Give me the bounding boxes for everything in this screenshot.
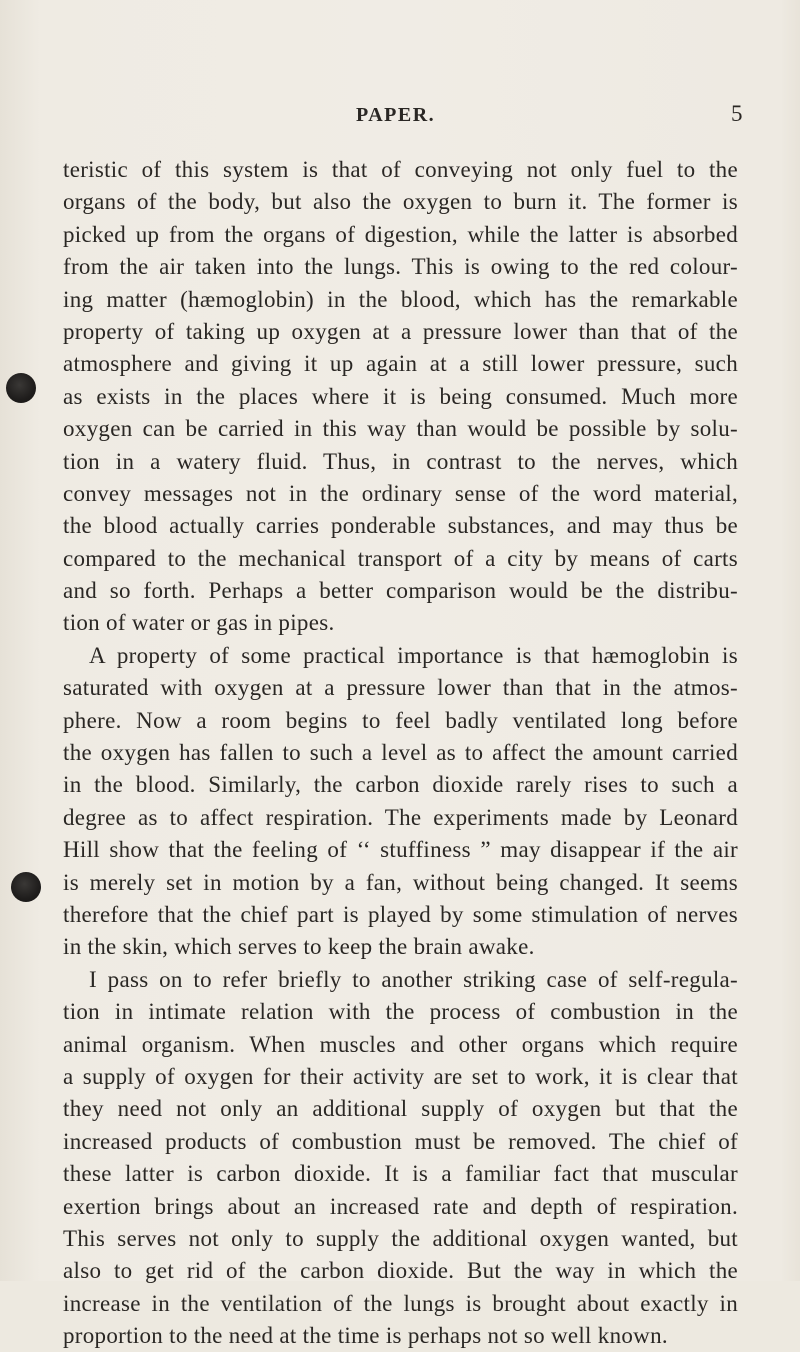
text-line: convey messages not in the ordinary sense of the word material, — [63, 480, 738, 506]
text-line: organs of the body, but also the oxygen to burn it. The former is — [63, 189, 738, 215]
text-line: is merely set in motion by a fan, without being changed. It seems — [63, 869, 738, 895]
text-line: as exists in the places where it is being consumed. Much more — [63, 383, 738, 409]
text-line: tion of water or gas in pipes. — [63, 610, 335, 636]
text-line: atmosphere and giving it up again at a still lower pressure, such — [63, 351, 738, 377]
text-line: the oxygen has fallen to such a level as to affect the amount carried — [63, 740, 738, 766]
text-line: in the skin, which serves to keep the brain awake. — [63, 934, 535, 960]
running-title: PAPER. — [356, 104, 436, 126]
page-number: 5 — [731, 101, 743, 126]
text-line: increase in the ventilation of the lungs is brought about exactly in — [63, 1290, 738, 1316]
body-text — [63, 154, 738, 1352]
text-line: therefore that the chief part is played by some stimulation of nerves — [63, 901, 738, 927]
text-line: Hill show that the feeling of ‘‘ stuffiness ” may disappear if the air — [63, 837, 738, 863]
paragraph — [63, 154, 738, 640]
text-line: and so forth. Perhaps a better comparison would be the distribu- — [63, 578, 738, 604]
binding-hole — [11, 872, 41, 902]
text-line: exertion brings about an increased rate and depth of respiration. — [63, 1193, 738, 1219]
text-line: picked up from the organs of digestion, while the latter is absorbed — [63, 221, 738, 247]
text-line: from the air taken into the lungs. This is owing to the red colour- — [63, 254, 738, 280]
text-line: teristic of this system is that of conveying not only fuel to the — [63, 157, 738, 182]
text-line: saturated with oxygen at a pressure lower than that in the atmos- — [63, 675, 738, 701]
text-line: tion in intimate relation with the process of combustion in the — [63, 999, 738, 1025]
text-line: a supply of oxygen for their activity are set to work, it is clear that — [63, 1063, 738, 1089]
text-line: animal organism. When muscles and other organs which require — [63, 1031, 738, 1057]
binding-hole — [6, 373, 36, 403]
text-line: ing matter (hæmoglobin) in the blood, which has the remarkable — [63, 286, 738, 312]
text-line: these latter is carbon dioxide. It is a familiar fact that muscular — [63, 1161, 738, 1187]
paragraph — [63, 964, 738, 1352]
text-line: proportion to the need at the time is perhaps not so well known. — [63, 1323, 668, 1349]
text-line: tion in a watery fluid. Thus, in contrast to the nerves, which — [63, 448, 738, 474]
text-line: increased products of combustion must be removed. The chief of — [63, 1128, 738, 1154]
text-line: also to get rid of the carbon dioxide. But the way in which the — [63, 1258, 738, 1284]
running-head — [0, 101, 800, 134]
text-line: the blood actually carries ponderable substances, and may thus be — [63, 513, 738, 539]
text-line: This serves not only to supply the additional oxygen wanted, but — [63, 1225, 738, 1251]
text-line: I pass on to refer briefly to another striking case of self-regula- — [89, 966, 738, 992]
text-line: degree as to affect respiration. The experiments made by Leonard — [63, 804, 738, 830]
text-line: in the blood. Similarly, the carbon dioxide rarely rises to such a — [63, 772, 738, 798]
paragraph — [63, 640, 738, 964]
text-line: they need not only an additional supply of oxygen but that the — [63, 1096, 738, 1122]
text-line: phere. Now a room begins to feel badly ventilated long before — [63, 707, 738, 733]
text-line: oxygen can be carried in this way than would be possible by solu- — [63, 416, 738, 442]
text-line: A property of some practical importance is that hæmoglobin is — [89, 642, 738, 668]
text-line: compared to the mechanical transport of a city by means of carts — [63, 545, 738, 571]
text-line: property of taking up oxygen at a pressure lower than that of the — [63, 318, 738, 344]
